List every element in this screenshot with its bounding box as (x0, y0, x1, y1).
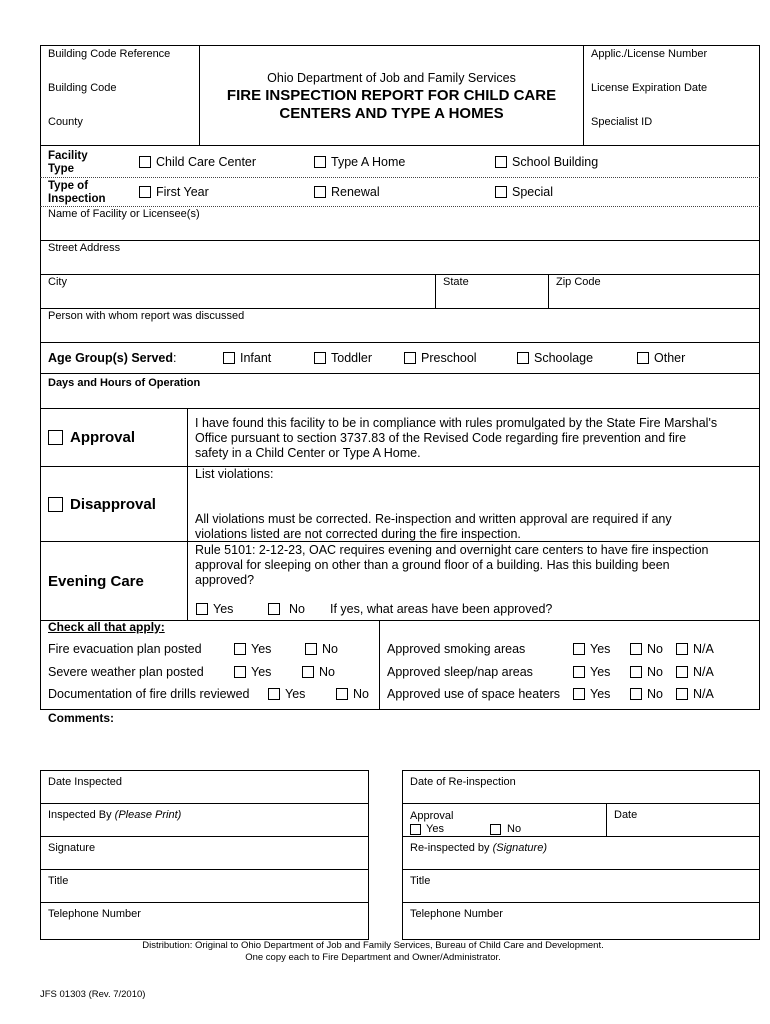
specialist-id-label: Specialist ID (591, 116, 653, 128)
reinspection-date-label: Date (614, 809, 638, 821)
reinspection-telephone-field[interactable] (403, 921, 759, 939)
smoking-na-checkbox[interactable] (676, 643, 688, 655)
inspected-by-text: Inspected By (48, 809, 112, 821)
telephone-label: Telephone Number (48, 908, 141, 920)
schoolage-checkbox[interactable] (517, 352, 529, 364)
days-hours-field[interactable] (40, 391, 760, 408)
reinspection-approval-label: Approval (410, 810, 454, 822)
fire-drills-label: Documentation of fire drills reviewed (48, 687, 250, 701)
space-heaters-label: Approved use of space heaters (387, 687, 561, 701)
reinspected-by-field[interactable] (403, 855, 759, 869)
city-field[interactable] (40, 290, 435, 308)
other-checkbox[interactable] (637, 352, 649, 364)
reinspected-by-label (410, 842, 547, 855)
evening-care-text-line3: approved? (195, 573, 255, 587)
evening-care-followup: If yes, what areas have been approved? (330, 602, 553, 616)
title-field[interactable] (41, 888, 368, 902)
street-address-label: Street Address (48, 242, 121, 254)
disapproval-label: Disapproval (70, 496, 156, 513)
approval-text-line1: I have found this facility to be in compliance with rules promulgated by the State Fire Marshal's (195, 416, 718, 430)
sleep-nap-na-option: N/A (693, 665, 714, 679)
days-hours-label: Days and Hours of Operation (48, 377, 201, 389)
reinspection-yes-checkbox[interactable] (410, 824, 421, 835)
evening-care-no-checkbox[interactable] (268, 603, 280, 615)
fire-drills-yes-option: Yes (285, 687, 306, 701)
special-checkbox[interactable] (495, 186, 507, 198)
severe-weather-no-option: No (319, 665, 335, 679)
sleep-nap-no-checkbox[interactable] (630, 666, 642, 678)
please-print-note: (Please Print) (114, 809, 182, 821)
telephone-field[interactable] (41, 921, 368, 939)
inspection-type-label-line2: Inspection (48, 193, 106, 205)
schoolage-option: Schoolage (534, 351, 594, 365)
zip-code-field[interactable] (549, 290, 759, 308)
reinspection-title-field[interactable] (403, 888, 759, 902)
form-title-line2: CENTERS AND TYPE A HOMES (279, 105, 504, 122)
sleep-nap-yes-checkbox[interactable] (573, 666, 585, 678)
license-expiration-date-label: License Expiration Date (591, 82, 708, 94)
fire-drills-no-checkbox[interactable] (336, 688, 348, 700)
space-heaters-no-checkbox[interactable] (630, 688, 642, 700)
type-a-home-checkbox[interactable] (314, 156, 326, 168)
infant-checkbox[interactable] (223, 352, 235, 364)
city-label: City (48, 276, 67, 288)
space-heaters-no-option: No (647, 687, 663, 701)
space-heaters-yes-checkbox[interactable] (573, 688, 585, 700)
sleep-nap-no-option: No (647, 665, 663, 679)
smoking-yes-option: Yes (590, 642, 611, 656)
toddler-checkbox[interactable] (314, 352, 326, 364)
person-discussed-label: Person with whom report was discussed (48, 310, 245, 322)
inspection-type-label-line1: Type of (48, 180, 89, 192)
sleep-nap-na-checkbox[interactable] (676, 666, 688, 678)
special-option: Special (512, 185, 553, 199)
fire-evacuation-no-option: No (322, 642, 338, 656)
fire-drills-yes-checkbox[interactable] (268, 688, 280, 700)
facility-name-label: Name of Facility or Licensee(s) (48, 208, 200, 220)
form-title-line1: FIRE INSPECTION REPORT FOR CHILD CARE (226, 87, 557, 104)
applic-license-number-label: Applic./License Number (591, 48, 708, 60)
facility-type-label-line2: Type (48, 163, 74, 175)
severe-weather-plan-label: Severe weather plan posted (48, 665, 204, 679)
signature-field[interactable] (41, 855, 368, 869)
fire-evacuation-yes-checkbox[interactable] (234, 643, 246, 655)
reinspection-telephone-label: Telephone Number (410, 908, 503, 920)
reinspected-by-text: Re-inspected by (410, 842, 490, 854)
comments-field[interactable] (40, 727, 760, 769)
first-year-option: First Year (156, 185, 209, 199)
age-groups-colon: : (173, 351, 177, 365)
severe-weather-yes-option: Yes (251, 665, 272, 679)
evening-care-yes-checkbox[interactable] (196, 603, 208, 615)
zip-code-label: Zip Code (556, 276, 601, 288)
smoking-no-checkbox[interactable] (630, 643, 642, 655)
space-heaters-na-option: N/A (693, 687, 714, 701)
fire-evacuation-yes-option: Yes (251, 642, 272, 656)
approval-text-line3: safety in a Child Center or Type A Home. (195, 446, 421, 460)
preschool-option: Preschool (421, 351, 477, 365)
severe-weather-no-checkbox[interactable] (302, 666, 314, 678)
signature-label: Signature (48, 842, 96, 854)
fire-drills-no-option: No (353, 687, 369, 701)
evening-care-yes-option: Yes (213, 602, 234, 616)
checklist-heading: Check all that apply: (48, 620, 165, 634)
other-option: Other (654, 351, 686, 365)
child-care-center-checkbox[interactable] (139, 156, 151, 168)
renewal-checkbox[interactable] (314, 186, 326, 198)
building-code-reference-label: Building Code Reference (48, 48, 171, 60)
state-label: State (443, 276, 469, 288)
reinspection-no-checkbox[interactable] (490, 824, 501, 835)
preschool-checkbox[interactable] (404, 352, 416, 364)
distribution-line2: One copy each to Fire Department and Owner/Administrator. (245, 952, 501, 963)
inspected-by-label (48, 809, 181, 822)
space-heaters-yes-option: Yes (590, 687, 611, 701)
reinspection-yes-option: Yes (426, 823, 444, 835)
approval-checkbox[interactable] (48, 430, 63, 445)
smoking-yes-checkbox[interactable] (573, 643, 585, 655)
distribution-line1: Distribution: Original to Ohio Department of Job and Family Services, Bureau of Child Care and Development. (142, 940, 604, 951)
reinspection-title-label: Title (410, 875, 431, 887)
inspected-by-field[interactable] (41, 822, 368, 836)
age-groups-label-text: Age Group(s) Served (48, 351, 174, 365)
date-inspected-field[interactable] (41, 789, 368, 803)
school-building-checkbox[interactable] (495, 156, 507, 168)
disapproval-checkbox[interactable] (48, 497, 63, 512)
disapproval-note-line1: All violations must be corrected. Re-inspection and written approval are required if any (195, 512, 672, 526)
fire-evacuation-plan-label: Fire evacuation plan posted (48, 642, 202, 656)
street-address-field[interactable] (40, 256, 760, 274)
department-name: Ohio Department of Job and Family Services (267, 71, 516, 85)
facility-name-field[interactable] (40, 222, 760, 240)
approval-text-line2: Office pursuant to section 3737.83 of the Revised Code regarding fire prevention and fire (195, 431, 687, 445)
toddler-option: Toddler (331, 351, 372, 365)
date-inspected-label: Date Inspected (48, 776, 122, 788)
signature-note: (Signature) (492, 842, 547, 854)
evening-care-text-line2: approval for sleeping on other than a ground floor of a building. Has this building been (195, 558, 670, 572)
disapproval-note-line2: violations listed are not corrected during the fire inspection. (195, 527, 521, 541)
approval-label: Approval (70, 429, 136, 446)
title-label: Title (48, 875, 69, 887)
smoking-na-option: N/A (693, 642, 714, 656)
sleep-nap-yes-option: Yes (590, 665, 611, 679)
smoking-areas-label: Approved smoking areas (387, 642, 526, 656)
person-discussed-field[interactable] (40, 324, 760, 342)
evening-care-no-option: No (289, 602, 305, 616)
reinspection-date-field[interactable] (607, 822, 759, 836)
state-field[interactable] (436, 290, 548, 308)
reinspection-no-option: No (507, 823, 522, 835)
sleep-nap-areas-label: Approved sleep/nap areas (387, 665, 533, 679)
county-label: County (48, 116, 83, 128)
school-building-option: School Building (512, 155, 599, 169)
building-code-label: Building Code (48, 82, 117, 94)
date-reinspection-field[interactable] (403, 789, 759, 803)
smoking-no-option: No (647, 642, 663, 656)
space-heaters-na-checkbox[interactable] (676, 688, 688, 700)
renewal-option: Renewal (331, 185, 380, 199)
evening-care-text-line1: Rule 5101: 2-12-23, OAC requires evening and overnight care centers to have fire inspection (195, 543, 709, 557)
first-year-checkbox[interactable] (139, 186, 151, 198)
facility-type-label-line1: Facility (48, 150, 88, 162)
type-a-home-option: Type A Home (331, 155, 406, 169)
evening-care-label: Evening Care (48, 573, 144, 590)
age-groups-label (48, 351, 177, 366)
list-violations-label: List violations: (195, 467, 274, 481)
form-number: JFS 01303 (Rev. 7/2010) (40, 989, 146, 1000)
child-care-center-option: Child Care Center (156, 155, 257, 169)
comments-label: Comments: (48, 711, 115, 725)
fire-evacuation-no-checkbox[interactable] (305, 643, 317, 655)
date-reinspection-label: Date of Re-inspection (410, 776, 516, 788)
severe-weather-yes-checkbox[interactable] (234, 666, 246, 678)
violations-field[interactable] (188, 483, 759, 510)
infant-option: Infant (240, 351, 272, 365)
